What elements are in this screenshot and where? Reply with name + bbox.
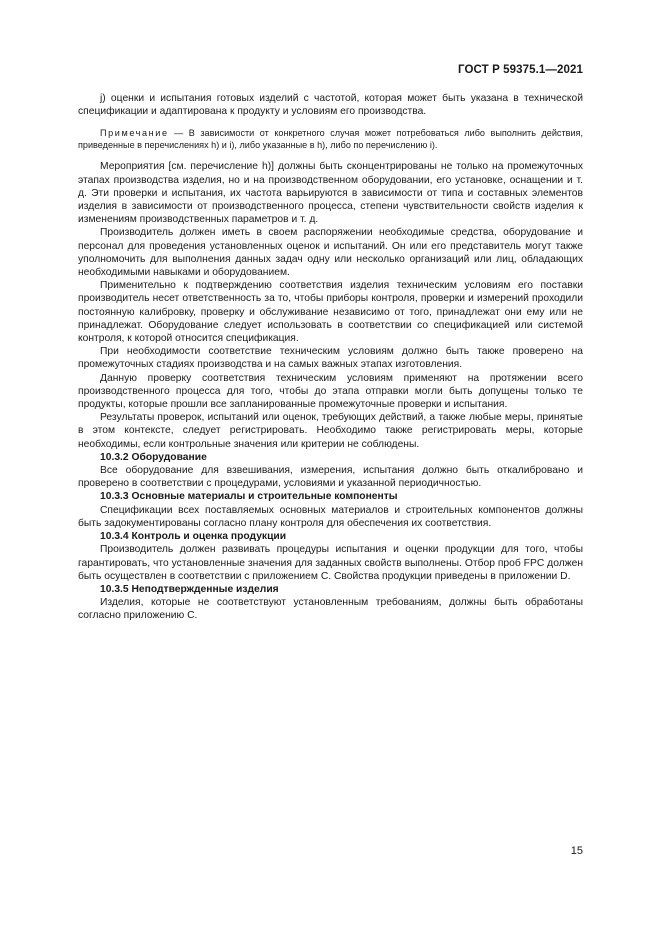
list-item-j: j) оценки и испытания готовых изделий с частотой, которая может быть указана в технической спецификации и адаптирована к продукту и условиям его производства. <box>78 93 583 118</box>
paragraph: Применительно к подтверждению соответствия изделия техническим условиям его поставки производитель несет ответственность за то, чтобы приборы контроля, проверки и измерений проходили постоянную калибровку, проверку и обслуживание независимо от того, принадлежат они ему или не принадлежат. Оборудование следует использовать в соответствии со спецификацией или системой контроля, к которой относится спецификация. <box>78 280 583 345</box>
paragraph: Данную проверку соответствия техническим условиям применяют на протяжении всего производственного процесса для того, чтобы до этапа отправки могли быть допущены только те продукты, которые прошли все запланированные промежуточные проверки и испытания. <box>78 372 583 411</box>
paragraph: Результаты проверок, испытаний или оценок, требующих действий, а также любые меры, принятые в этом контексте, следует регистрировать. Необходимо также регистрировать меры, которые необходимы, если контрольные значения или критерии не соблюдены. <box>78 412 583 450</box>
section-heading: 10.3.3 Основные материалы и строительные компоненты <box>100 491 398 503</box>
document-code-header: ГОСТ Р 59375.1—2021 <box>458 64 583 76</box>
section-heading: 10.3.2 Оборудование <box>100 451 207 463</box>
paragraph: Мероприятия [см. перечисление h)] должны быть сконцентрированы не только на промежуточных этапах производства изделия, но и на производственном оборудовании, его установке, оснащении и т. д. Эти проверки и испытания, их частота варьируются в зависимости от типа и составных элементов изделия в зависимости от производственного процесса, степени чувствительности свойств изделия к изменениям производственных параметров и т. д. <box>78 161 583 226</box>
section-text: Производитель должен развивать процедуры испытания и оценки продукции для того, чтобы гарантировать, что установленные значения для заданных свойств выполнены. Отбор проб FPC должен быть осуществлен в соответствии с приложением С. Свойства продукции приведены в приложении D. <box>78 544 583 582</box>
note-label: Примечание <box>100 128 169 139</box>
paragraph: При необходимости соответствие техническим условиям должно быть также проверено на промежуточных стадиях производства и на самых важных этапах изготовления. <box>78 346 583 371</box>
note <box>78 127 583 151</box>
page-number: 15 <box>570 845 583 857</box>
section-text: Изделия, которые не соответствуют установленным требованиям, должны быть обработаны согласно приложению С. <box>78 597 583 622</box>
note-text: — В зависимости от конкретного случая может потребоваться либо выполнить действия, приведенные в перечислениях h) и i), либо указанные в h), либо по перечислению i). <box>78 128 583 151</box>
section-heading: 10.3.5 Неподтвержденные изделия <box>100 583 279 595</box>
section-text: Все оборудование для взвешивания, измерения, испытания должно быть откалибровано и проверено в соответствии с процедурами, условиями и указанной периодичностью. <box>78 465 583 490</box>
paragraph: Производитель должен иметь в своем распоряжении необходимые средства, оборудование и персонал для проведения установленных оценок и испытаний. Он или его представитель могут также уполномочить для выполнения данных задач одну или несколько организаций или лиц, обладающих необходимыми навыками и оборудованием. <box>78 227 583 279</box>
section-text: Спецификации всех поставляемых основных материалов и строительных компонентов должны быть задокументированы согласно плану контроля для обеспечения их соответствия. <box>78 504 583 529</box>
page-body <box>78 92 583 623</box>
section-heading: 10.3.4 Контроль и оценка продукции <box>100 531 287 543</box>
